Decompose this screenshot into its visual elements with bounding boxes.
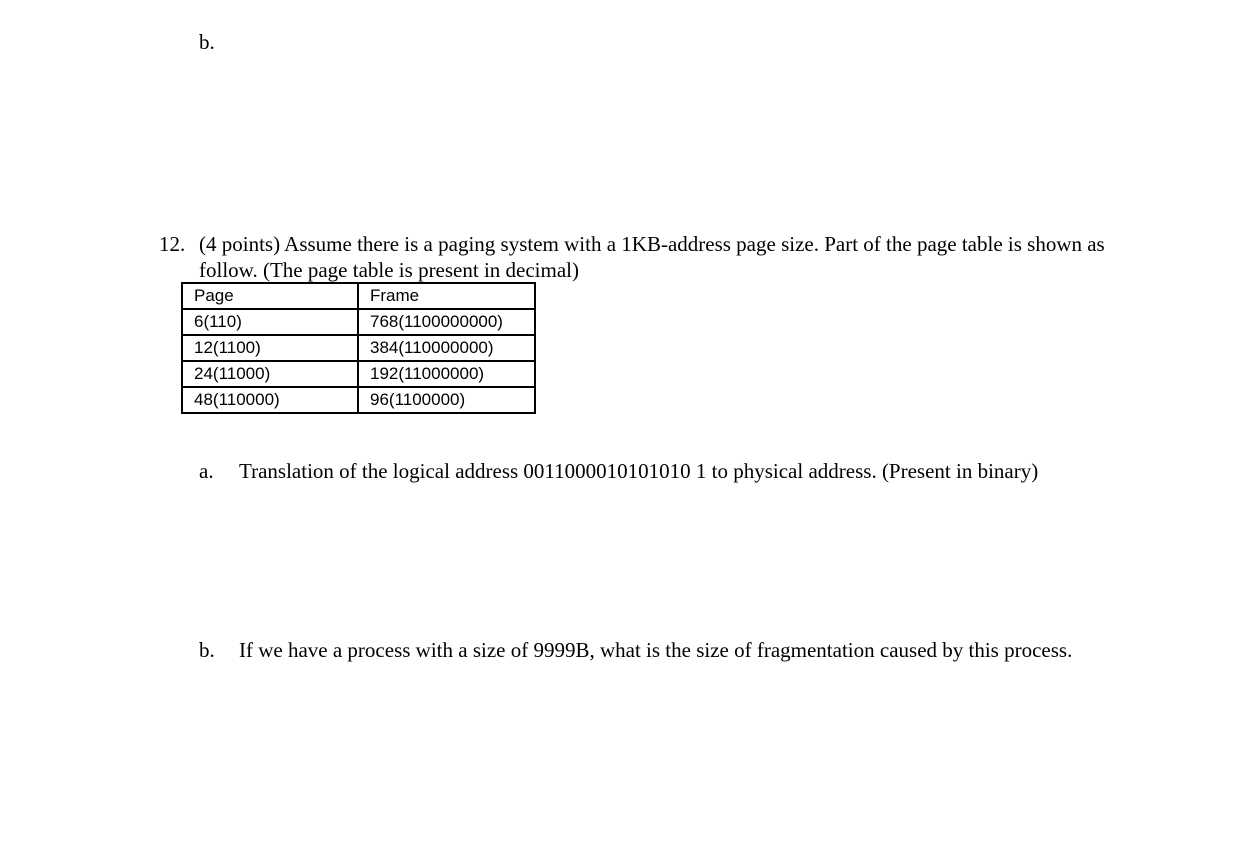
cell-page: 24(11000): [182, 361, 358, 387]
header-page: Page: [182, 283, 358, 309]
table-row: [182, 309, 535, 335]
sub-question-a-marker: a.: [199, 459, 214, 483]
cell-frame: 96(1100000): [358, 387, 535, 413]
table-row: [182, 335, 535, 361]
sub-question-b-text: If we have a process with a size of 9999B, what is the size of fragmentation caused by this process.: [239, 638, 1073, 662]
page-table: [181, 282, 536, 414]
question-number: 12.: [159, 232, 186, 256]
cell-frame: 192(11000000): [358, 361, 535, 387]
previous-item-marker: b.: [199, 30, 215, 54]
cell-page: 12(1100): [182, 335, 358, 361]
cell-frame: 768(1100000000): [358, 309, 535, 335]
header-frame: Frame: [358, 283, 535, 309]
sub-question-b-marker: b.: [199, 638, 215, 662]
cell-page: 6(110): [182, 309, 358, 335]
sub-question-a-text: Translation of the logical address 0011000010101010 1 to physical address. (Present in binary): [239, 459, 1039, 483]
cell-frame: 384(110000000): [358, 335, 535, 361]
question-text-line-1: (4 points) Assume there is a paging system with a 1KB-address page size. Part of the page table is shown as: [199, 232, 1105, 256]
table-row: [182, 361, 535, 387]
table-header-row: [182, 283, 535, 309]
cell-page: 48(110000): [182, 387, 358, 413]
question-text-line-2: follow. (The page table is present in decimal): [199, 258, 579, 282]
table-row: [182, 387, 535, 413]
